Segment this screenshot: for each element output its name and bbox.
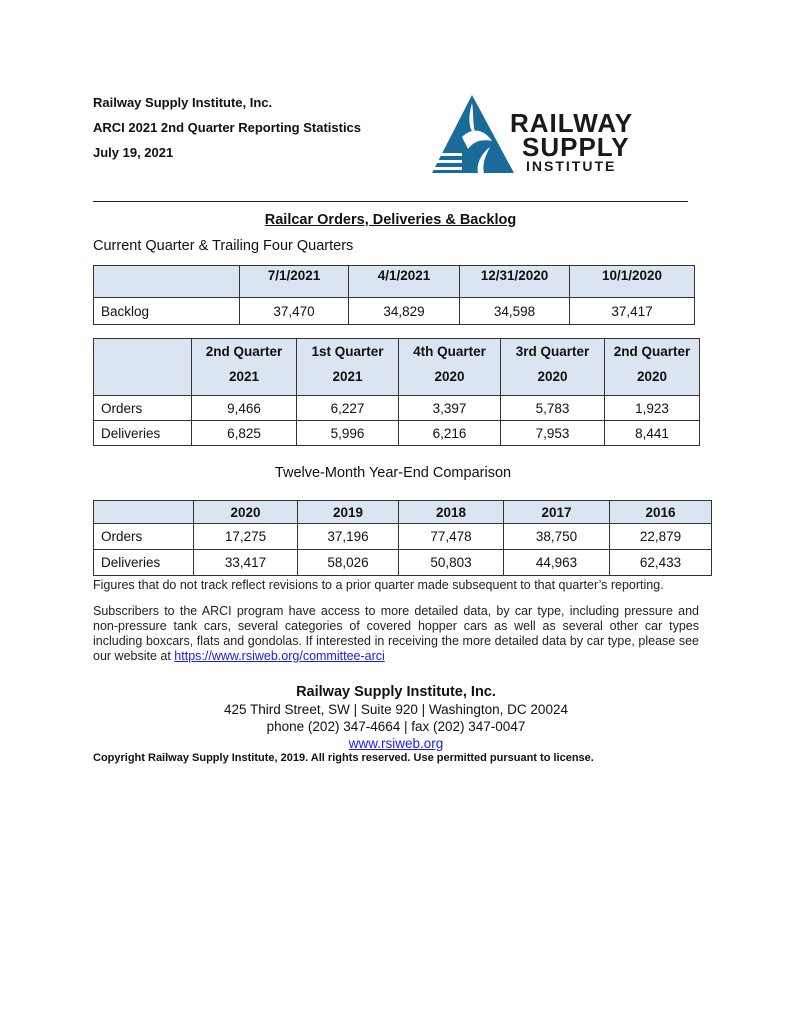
cell-value: 50,803 <box>399 550 504 576</box>
row-label: Orders <box>94 396 192 421</box>
cell-value: 34,829 <box>349 298 460 325</box>
backlog-subtitle: Current Quarter & Trailing Four Quarters <box>93 238 354 254</box>
table-row <box>94 550 712 576</box>
cell-value: 44,963 <box>504 550 610 576</box>
row-label: Deliveries <box>94 421 192 446</box>
report-title: ARCI 2021 2nd Quarter Reporting Statistics <box>93 120 362 135</box>
rsi-triangle-icon <box>432 93 516 175</box>
cell-value: 17,275 <box>194 524 298 550</box>
arci-committee-link[interactable]: https://www.rsiweb.org/committee-arci <box>174 649 385 663</box>
cell-value: 34,598 <box>460 298 570 325</box>
table-row <box>94 298 695 325</box>
column-header: 2018 <box>399 501 504 524</box>
footer-phone: phone (202) 347-4664 | fax (202) 347-0047 <box>266 719 526 734</box>
cell-value: 9,466 <box>192 396 297 421</box>
column-header <box>94 339 192 396</box>
cell-value: 37,417 <box>570 298 695 325</box>
column-header: 2nd Quarter 2020 <box>605 339 700 396</box>
quarterly-table <box>93 338 700 446</box>
cell-value: 1,923 <box>605 396 700 421</box>
cell-value: 33,417 <box>194 550 298 576</box>
column-header: 2017 <box>504 501 610 524</box>
logo-supply: SUPPLY <box>522 132 630 162</box>
table-row <box>94 396 700 421</box>
column-header: 2016 <box>610 501 712 524</box>
annual-subtitle: Twelve-Month Year-End Comparison <box>274 465 512 481</box>
column-header: 7/1/2021 <box>240 266 349 298</box>
table-header-row <box>94 266 695 298</box>
footer-address: 425 Third Street, SW | Suite 920 | Washington, DC 20024 <box>224 702 568 717</box>
column-header: 1st Quarter 2021 <box>297 339 399 396</box>
cell-value: 77,478 <box>399 524 504 550</box>
cell-value: 22,879 <box>610 524 712 550</box>
table-header-row <box>94 501 712 524</box>
column-header: 2nd Quarter 2021 <box>192 339 297 396</box>
header-divider <box>93 201 688 202</box>
column-header: 3rd Quarter 2020 <box>501 339 605 396</box>
logo-institute: INSTITUTE <box>526 158 617 174</box>
cell-value: 6,216 <box>399 421 501 446</box>
column-header: 12/31/2020 <box>460 266 570 298</box>
column-header: 4/1/2021 <box>349 266 460 298</box>
cell-value: 58,026 <box>298 550 399 576</box>
row-label: Backlog <box>94 298 240 325</box>
column-header: 2019 <box>298 501 399 524</box>
column-header <box>94 266 240 298</box>
row-label: Orders <box>94 524 194 550</box>
subscriber-paragraph <box>93 604 699 664</box>
report-date: July 19, 2021 <box>93 145 174 160</box>
column-header: 2020 <box>194 501 298 524</box>
cell-value: 62,433 <box>610 550 712 576</box>
section-title: Railcar Orders, Deliveries & Backlog <box>264 212 517 228</box>
annual-table <box>93 500 712 576</box>
cell-value: 5,996 <box>297 421 399 446</box>
cell-value: 37,470 <box>240 298 349 325</box>
cell-value: 5,783 <box>501 396 605 421</box>
column-header: 10/1/2020 <box>570 266 695 298</box>
cell-value: 6,227 <box>297 396 399 421</box>
footer-website-wrap <box>93 736 699 751</box>
table-row <box>94 524 712 550</box>
column-header <box>94 501 194 524</box>
cell-value: 38,750 <box>504 524 610 550</box>
logo-railway: RAILWAY <box>510 108 634 138</box>
row-label: Deliveries <box>94 550 194 576</box>
cell-value: 3,397 <box>399 396 501 421</box>
backlog-table <box>93 265 695 325</box>
table-row <box>94 421 700 446</box>
website-link[interactable]: www.rsiweb.org <box>348 736 444 751</box>
org-name: Railway Supply Institute, Inc. <box>93 95 273 110</box>
cell-value: 7,953 <box>501 421 605 446</box>
cell-value: 6,825 <box>192 421 297 446</box>
table-header-row <box>94 339 700 396</box>
column-header: 4th Quarter 2020 <box>399 339 501 396</box>
paragraph-text: Subscribers to the ARCI program have access to more detailed data, by car type, including pressure and non-pressure tank cars, several categories of covered hopper cars as well as several other car types including boxcars, flats and gondolas. If interested in receiving the more detailed data by car type, please see our website at <box>93 604 699 663</box>
footer-org-name: Railway Supply Institute, Inc. <box>296 684 496 700</box>
cell-value: 8,441 <box>605 421 700 446</box>
revision-note: Figures that do not track reflect revisions to a prior quarter made subsequent to that quarter’s reporting. <box>93 578 664 592</box>
cell-value: 37,196 <box>298 524 399 550</box>
copyright-notice: Copyright Railway Supply Institute, 2019. All rights reserved. Use permitted pursuant to license. <box>93 752 594 764</box>
rsi-logo <box>432 93 642 175</box>
